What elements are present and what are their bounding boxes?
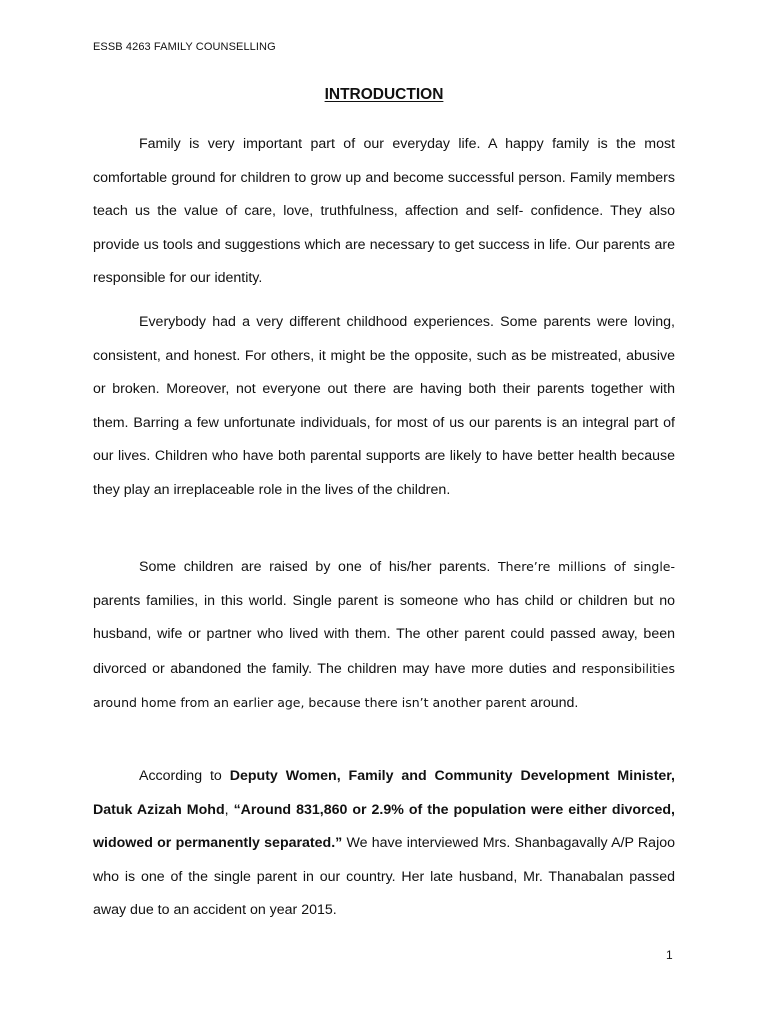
paragraph-3-text-end: around. xyxy=(526,695,579,711)
paragraph-2: Everybody had a very different childhood experiences. Some parents were loving, consistent, and honest. For others, it might be the opposite, such as be mistreated, abusive or broken. Moreover, not everyone out there are having both their parents together with them. Barring a few unfortunate individuals, for most of us our parents is an integral part of our lives. Children who have both parental supports are likely to have better health because they play an irreplaceable role in the lives of the children. xyxy=(93,314,675,498)
page-number: 1 xyxy=(666,948,673,962)
paragraph-3-text-continued: parents families, in this world. Single parent is someone who has child or children but no husband, wife or partner who lived with them. The other parent could passed away, been divorced or abandoned the family. The children may have more duties and xyxy=(93,592,675,677)
paragraph-3-quote-text-2: responsibilities around home from an earlier age, because there isn’t another parent xyxy=(93,660,675,710)
page-title: INTRODUCTION xyxy=(324,86,444,103)
paragraph-4-text: According to xyxy=(139,768,230,784)
minister-name: Deputy Women, Family and Community Development Minister, Datuk Azizah Mohd xyxy=(93,768,675,818)
paragraph-3-quote-text: There’re millions of single- xyxy=(497,559,676,574)
paragraph-1: Family is very important part of our everyday life. A happy family is the most comfortable ground for children to grow up and become successful person. Family members teach us the value of care, love, truthfulness, affection and self- confidence. They also provide us tools and suggestions which are necessary to get success in life. Our parents are responsible for our identity. xyxy=(93,136,675,286)
paragraph-3 xyxy=(93,550,675,721)
paragraph-4-comma: , xyxy=(224,801,234,818)
paragraph-4-text-end: We have interviewed Mrs. Shanbagavally A/P Rajoo who is one of the single parent in our country. Her late husband, Mr. Thanabalan passed away due to an accident on year 2015. xyxy=(93,835,675,918)
page-header: ESSB 4263 FAMILY COUNSELLING xyxy=(93,41,276,53)
paragraph-4 xyxy=(93,760,675,928)
paragraph-3-text: Some children are raised by one of his/her parents. xyxy=(139,559,498,575)
minister-quote: “Around 831,860 or 2.9% of the population were either divorced, widowed or permanently separated.” xyxy=(93,801,675,851)
